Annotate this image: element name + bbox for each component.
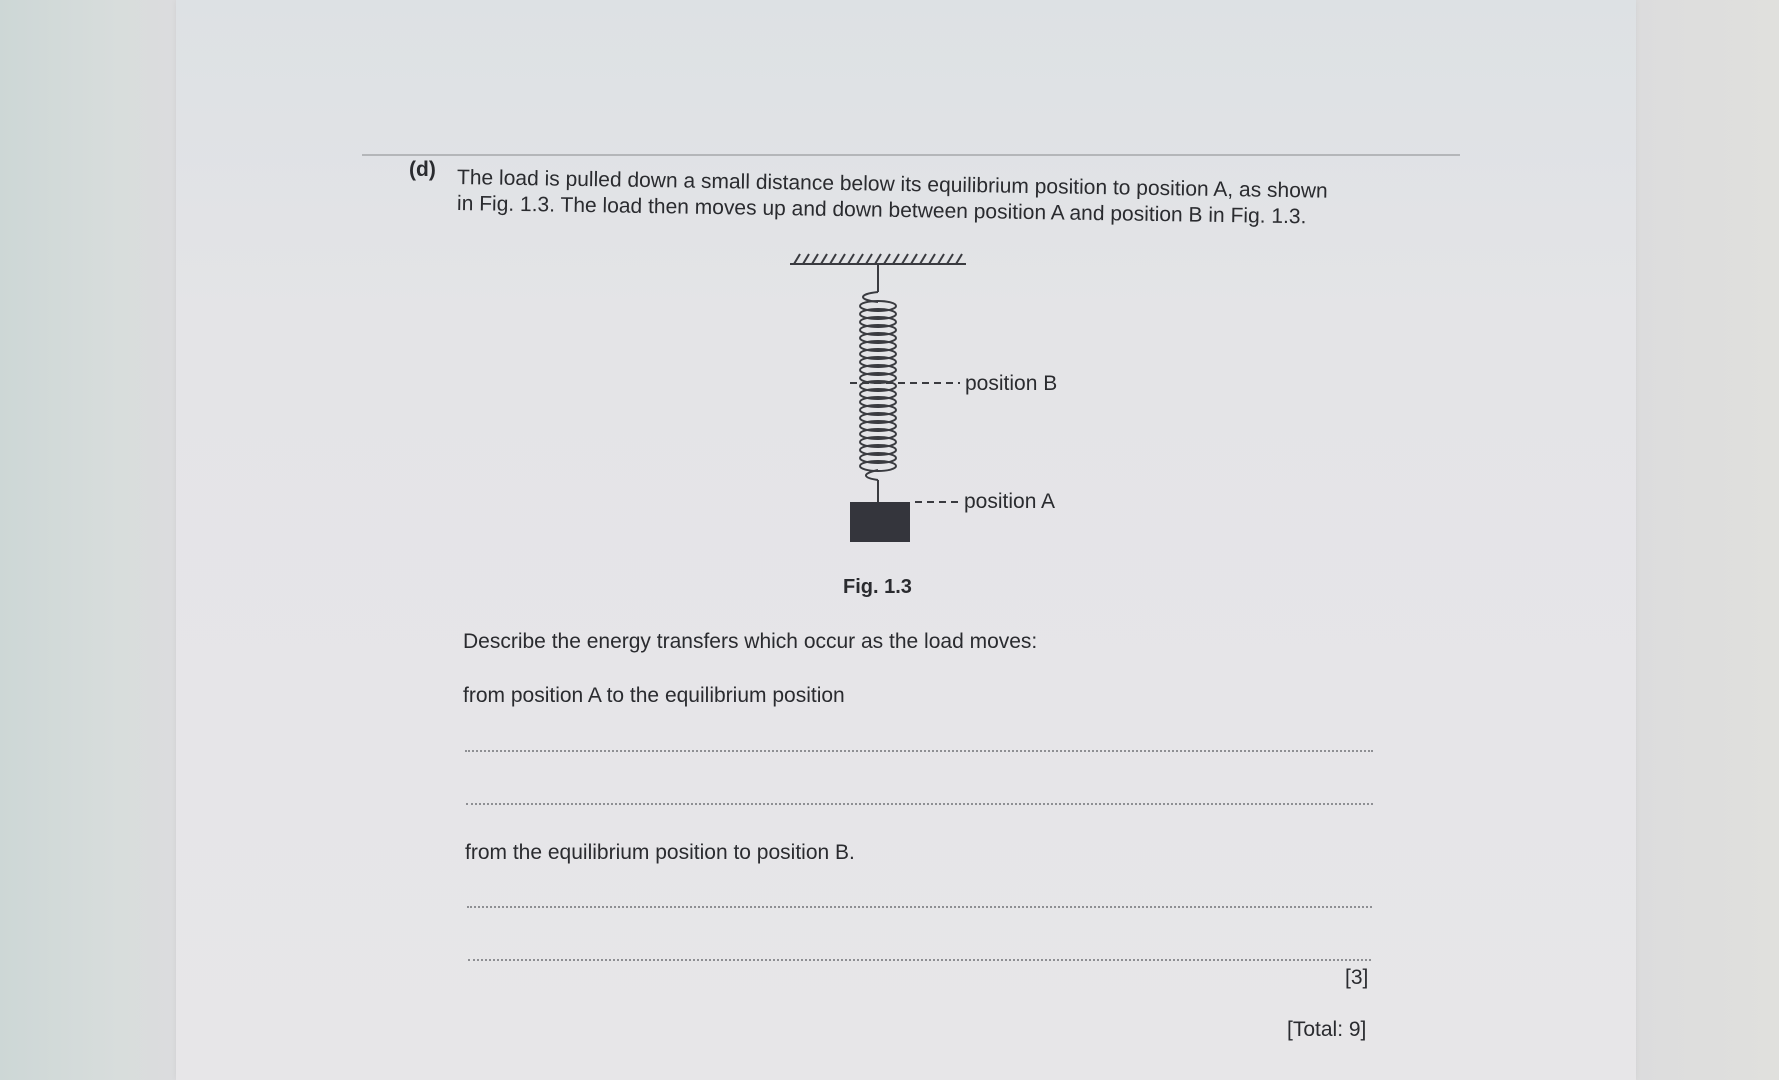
load-mass bbox=[850, 502, 910, 542]
answer-line-1[interactable] bbox=[465, 750, 1373, 752]
question-label: (d) bbox=[409, 158, 436, 181]
spring-mass-figure bbox=[780, 240, 1100, 560]
spring-coil bbox=[860, 301, 896, 471]
marks-label: [3] bbox=[1345, 966, 1369, 989]
ceiling-support bbox=[790, 254, 966, 264]
position-a-label: position A bbox=[964, 490, 1056, 513]
question-text-line-2: in Fig. 1.3. The load then moves up and down between position A and position B in Fig. 1.3. bbox=[456, 192, 1307, 229]
answer-line-4[interactable] bbox=[468, 959, 1371, 961]
part-1-prompt: from position A to the equilibrium position bbox=[463, 684, 845, 707]
answer-line-3[interactable] bbox=[467, 906, 1372, 908]
total-marks-label: [Total: 9] bbox=[1287, 1018, 1367, 1041]
spring-diagram bbox=[780, 240, 1100, 560]
position-b-label: position B bbox=[965, 372, 1058, 395]
answer-line-2[interactable] bbox=[466, 803, 1373, 805]
figure-caption: Fig. 1.3 bbox=[843, 576, 912, 598]
section-divider bbox=[362, 154, 1460, 156]
part-2-prompt: from the equilibrium position to position B. bbox=[465, 841, 855, 864]
instruction-text: Describe the energy transfers which occur as the load moves: bbox=[463, 630, 1038, 653]
question-text-line-1: The load is pulled down a small distance below its equilibrium position to position A, as shown bbox=[456, 166, 1328, 203]
